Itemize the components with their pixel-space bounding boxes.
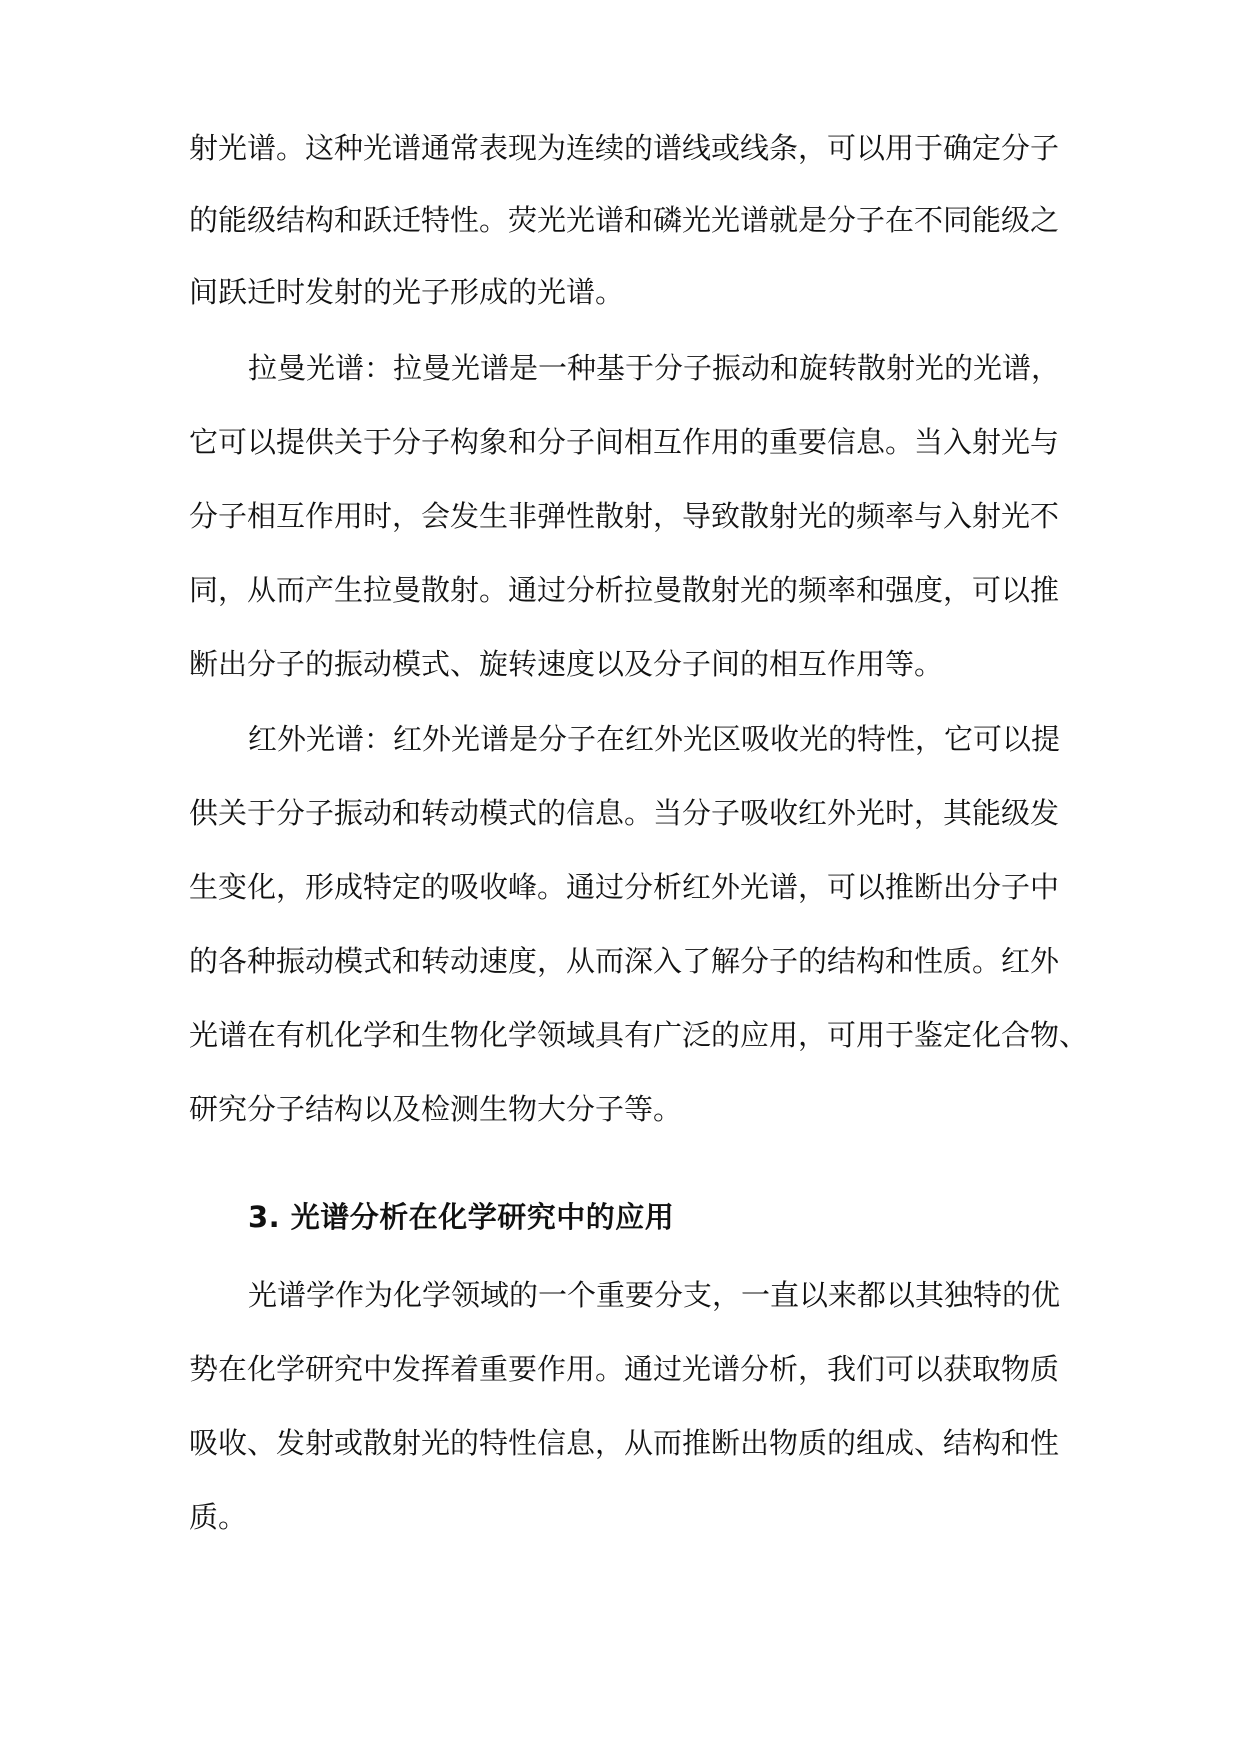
- paragraph-3-line-5: 光谱在有机化学和生物化学领域具有广泛的应用，可用于鉴定化合物、: [189, 1018, 1089, 1052]
- paragraph-3-line-3: 生变化，形成特定的吸收峰。通过分析红外光谱，可以推断出分子中: [189, 870, 1060, 904]
- section-paragraph-line-4: 质。: [189, 1500, 248, 1534]
- paragraph-3-line-2: 供关于分子振动和转动模式的信息。当分子吸收红外光时，其能级发: [189, 796, 1060, 830]
- paragraph-1-line-3: 间跃迁时发射的光子形成的光谱。: [189, 275, 625, 309]
- paragraph-2-line-4: 同，从而产生拉曼散射。通过分析拉曼散射光的频率和强度，可以推: [189, 573, 1060, 607]
- paragraph-3-line-1: 红外光谱：红外光谱是分子在红外光区吸收光的特性，它可以提: [248, 722, 1061, 756]
- paragraph-1-line-2: 的能级结构和跃迁特性。荧光光谱和磷光光谱就是分子在不同能级之: [189, 203, 1060, 237]
- paragraph-3-line-4: 的各种振动模式和转动速度，从而深入了解分子的结构和性质。红外: [189, 944, 1060, 978]
- paragraph-2-line-3: 分子相互作用时，会发生非弹性散射，导致散射光的频率与入射光不: [189, 499, 1060, 533]
- section-paragraph-line-3: 吸收、发射或散射光的特性信息，从而推断出物质的组成、结构和性: [189, 1426, 1060, 1460]
- section-paragraph-line-2: 势在化学研究中发挥着重要作用。通过光谱分析，我们可以获取物质: [189, 1352, 1060, 1386]
- paragraph-3-line-6: 研究分子结构以及检测生物大分子等。: [189, 1092, 683, 1126]
- paragraph-2-line-2: 它可以提供关于分子构象和分子间相互作用的重要信息。当入射光与: [189, 425, 1060, 459]
- section-heading: 3. 光谱分析在化学研究中的应用: [248, 1200, 675, 1234]
- paragraph-1-line-1: 射光谱。这种光谱通常表现为连续的谱线或线条，可以用于确定分子: [189, 131, 1060, 165]
- paragraph-2-line-1: 拉曼光谱：拉曼光谱是一种基于分子振动和旋转散射光的光谱，: [248, 351, 1061, 385]
- paragraph-2-line-5: 断出分子的振动模式、旋转速度以及分子间的相互作用等。: [189, 647, 944, 681]
- section-paragraph-line-1: 光谱学作为化学领域的一个重要分支，一直以来都以其独特的优: [248, 1278, 1061, 1312]
